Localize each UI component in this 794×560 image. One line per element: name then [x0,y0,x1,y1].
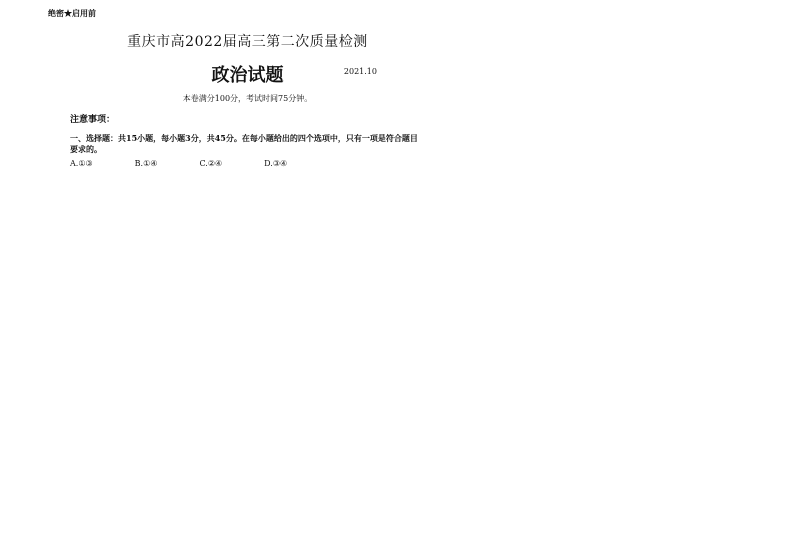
option: B.①④ [134,159,158,168]
options-row [70,158,425,169]
option: D.③④ [264,159,288,168]
subject-title [70,61,425,87]
subject-title-text: 政治试题 [211,65,284,86]
score-line: 本卷满分100分，考试时间75分钟。 [182,94,313,103]
option: A.①③ [70,159,93,168]
exam-title: 重庆市高2022届高三第二次质量检测 [127,34,368,50]
option: C.②④ [199,159,223,168]
exam-date: 2021.10 [343,67,377,76]
left-column [48,8,425,169]
section1-heading: 一、选择题：共15小题，每小题3分，共45分。在每小题给出的四个选项中，只有一项是符合题目要求的。 [70,133,418,154]
secret-mark: 绝密★启用前 [48,8,96,18]
notices-heading: 注意事项： [70,115,116,125]
